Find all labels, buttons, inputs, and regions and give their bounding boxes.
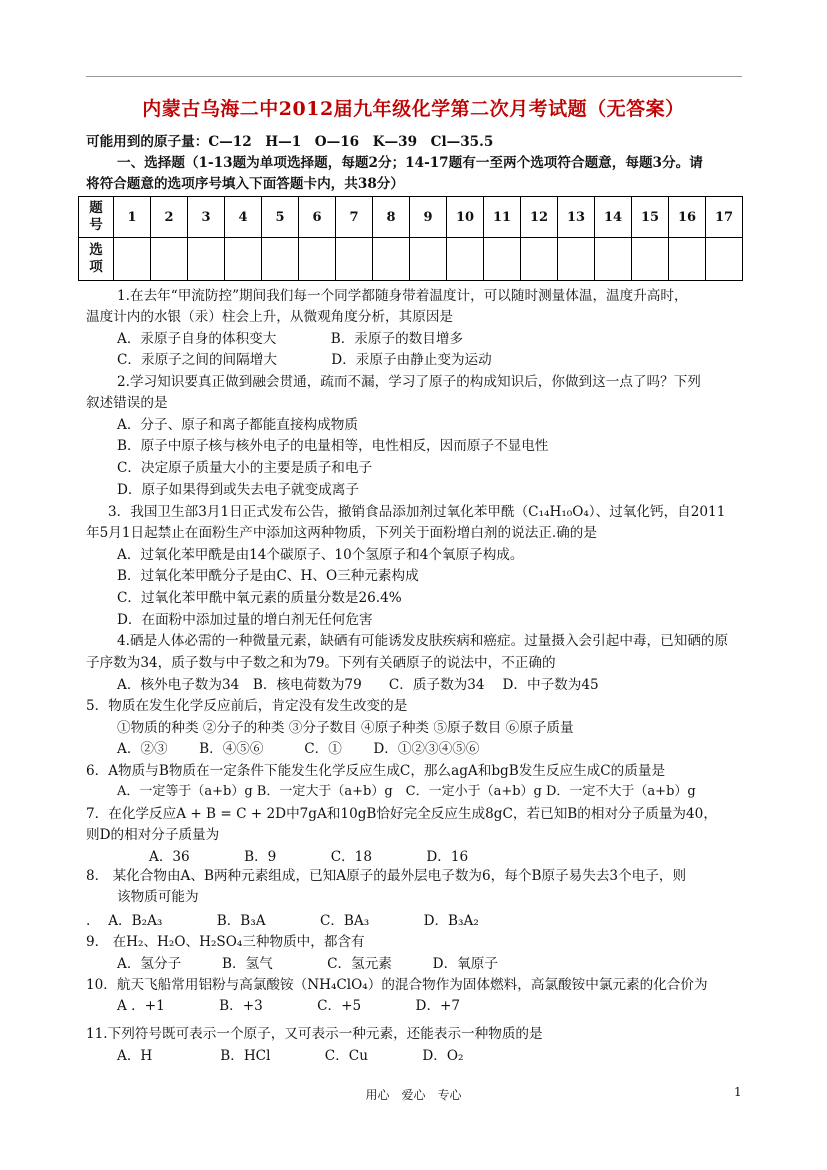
section1-instructions-cont: 将符合题意的选项序号填入下面答题卡内，共38分） [86, 176, 404, 192]
question-number-header: 题 号 [79, 197, 114, 238]
question-text: 10．航天飞船常用铝粉与高氯酸铵（NH₄ClO₄）的混合物作为固体燃料，高氯酸铵中氯元素的化合价为 [86, 977, 708, 993]
question-text: 11.下列符号既可表示一个原子，又可表示一种元素，还能表示一种物质的是 [86, 1026, 543, 1042]
qnum-cell: 14 [595, 197, 632, 238]
option-line: B．原子中原子核与核外电子的电量相等，电性相反，因而原子不显电性 [117, 438, 549, 454]
atomic-mass-line: 可能用到的原子量：C—12 H—1 O—16 K—39 Cl—35.5 [86, 134, 494, 150]
answer-cell[interactable] [373, 238, 410, 281]
qnum-cell: 7 [336, 197, 373, 238]
option-line: . A．B₂A₃ B．B₃A C．BA₃ D．B₃A₂ [86, 913, 479, 929]
qnum-cell: 6 [299, 197, 336, 238]
question-text: 该物质可能为 [117, 889, 199, 905]
option-line: B．过氧化苯甲酰分子是由C、H、O三种元素构成 [117, 568, 419, 584]
answer-cell[interactable] [410, 238, 447, 281]
page-title: 内蒙古乌海二中2012届九年级化学第二次月考试题（无答案） [142, 98, 685, 120]
option-line: A．②③ B．④⑤⑥ C．① D．①②③④⑤⑥ [117, 741, 480, 757]
question-text: 4.硒是人体必需的一种微量元素，缺硒有可能诱发皮肤疾病和癌症。过量摄入会引起中毒，已知硒的原 [117, 633, 729, 649]
answer-cell[interactable] [521, 238, 558, 281]
qnum-cell: 13 [558, 197, 595, 238]
qnum-cell: 16 [669, 197, 706, 238]
question-text: 7．在化学反应A + B = C + 2D中7gA和10gB恰好完全反应生成8gC，若已知B的相对分子质量为40， [86, 806, 717, 822]
answer-cell[interactable] [706, 238, 743, 281]
question-text: 则D的相对分子质量为 [86, 827, 220, 843]
header-rule [86, 76, 742, 77]
question-text: 5．物质在发生化学反应前后，肯定没有发生改变的是 [86, 698, 408, 714]
qnum-cell: 1 [114, 197, 151, 238]
question-text: 叙述错误的是 [86, 395, 168, 411]
option-line: D．在面粉中添加过量的增白剂无任何危害 [117, 612, 373, 628]
answer-table-number-row [79, 197, 743, 238]
question-text: 年5月1日起禁止在面粉生产中添加这两种物质，下列关于面粉增白剂的说法正.确的是 [86, 525, 597, 541]
answer-cell[interactable] [558, 238, 595, 281]
qnum-cell: 3 [188, 197, 225, 238]
qnum-cell: 12 [521, 197, 558, 238]
option-line: A ．+1 B．+3 C．+5 D．+7 [117, 998, 461, 1014]
question-text: 温度计内的水银（汞）柱会上升，从微观角度分析，其原因是 [86, 309, 454, 325]
option-line: C．过氧化苯甲酰中氧元素的质量分数是26.4% [117, 590, 402, 606]
option-line: A．36 B．9 C．18 D．16 [149, 849, 469, 865]
option-line: A．H B．HCl C．Cu D．O₂ [117, 1048, 464, 1064]
option-line: A．核外电子数为34 B．核电荷数为79 C．质子数为34 D．中子数为45 [117, 677, 599, 693]
qnum-cell: 5 [262, 197, 299, 238]
answer-cell[interactable] [336, 238, 373, 281]
answer-table-choice-row [79, 238, 743, 281]
qnum-cell: 17 [706, 197, 743, 238]
question-text: 6．A物质与B物质在一定条件下能发生化学反应生成C，那么agA和bgB发生反应生成C的质量是 [86, 763, 666, 779]
answer-cell[interactable] [447, 238, 484, 281]
answer-cell[interactable] [188, 238, 225, 281]
answer-cell[interactable] [484, 238, 521, 281]
qnum-cell: 8 [373, 197, 410, 238]
answer-cell[interactable] [595, 238, 632, 281]
question-text: 1.在去年“甲流防控”期间我们每一个同学都随身带着温度计，可以随时测量体温，温度升高时， [117, 288, 688, 304]
option-line: A．汞原子自身的体积变大 B．汞原子的数目增多 [117, 331, 464, 347]
option-line: D．原子如果得到或失去电子就变成离子 [117, 482, 359, 498]
qnum-cell: 4 [225, 197, 262, 238]
option-line: A．氢分子 B．氢气 C．氢元素 D．氧原子 [117, 956, 498, 972]
answer-table [78, 196, 743, 281]
question-text: 2.学习知识要真正做到融会贯通，疏而不漏，学习了原子的构成知识后，你做到这一点了吗？下列 [117, 374, 701, 390]
question-text: 3．我国卫生部3月1日正式发布公告，撤销食品添加剂过氧化苯甲酰（C₁₄H₁₀O₄）、过氧化钙，自2011 [108, 504, 726, 520]
question-text: 子序数为34，质子数与中子数之和为79。下列有关硒原子的说法中，不正确的 [86, 655, 556, 671]
option-line: C．汞原子之间的间隔增大 D．汞原子由静止变为运动 [117, 352, 492, 368]
qnum-cell: 10 [447, 197, 484, 238]
answer-cell[interactable] [632, 238, 669, 281]
answer-cell[interactable] [262, 238, 299, 281]
option-line: C．决定原子质量大小的主要是质子和电子 [117, 460, 373, 476]
question-text: 8． 某化合物由A、B两种元素组成，已知A原子的最外层电子数为6，每个B原子易失去3个电子，则 [86, 868, 687, 884]
question-text: ①物质的种类 ②分子的种类 ③分子数目 ④原子种类 ⑤原子数目 ⑥原子质量 [117, 720, 574, 736]
page-footer: 用心 爱心 专心 [365, 1088, 462, 1102]
question-text: 9． 在H₂、H₂O、H₂SO₄三种物质中，都含有 [86, 934, 365, 950]
answer-cell[interactable] [151, 238, 188, 281]
option-line: A．一定等于（a+b）g B．一定大于（a+b）g C．一定小于（a+b）g D．一定不大于（a+b）g [117, 784, 696, 799]
answer-cell[interactable] [114, 238, 151, 281]
qnum-cell: 2 [151, 197, 188, 238]
page-number: 1 [734, 1085, 742, 1099]
choice-header: 选 项 [79, 238, 114, 281]
qnum-cell: 9 [410, 197, 447, 238]
option-line: A．过氧化苯甲酰是由14个碳原子、10个氢原子和4个氧原子构成。 [117, 547, 524, 563]
qnum-cell: 15 [632, 197, 669, 238]
qnum-cell: 11 [484, 197, 521, 238]
answer-cell[interactable] [225, 238, 262, 281]
answer-cell[interactable] [669, 238, 706, 281]
section1-instructions: 一、选择题（1-13题为单项选择题，每题2分；14-17题有一至两个选项符合题意，每题3分。请 [117, 155, 703, 171]
option-line: A．分子、原子和离子都能直接构成物质 [117, 417, 358, 433]
answer-cell[interactable] [299, 238, 336, 281]
